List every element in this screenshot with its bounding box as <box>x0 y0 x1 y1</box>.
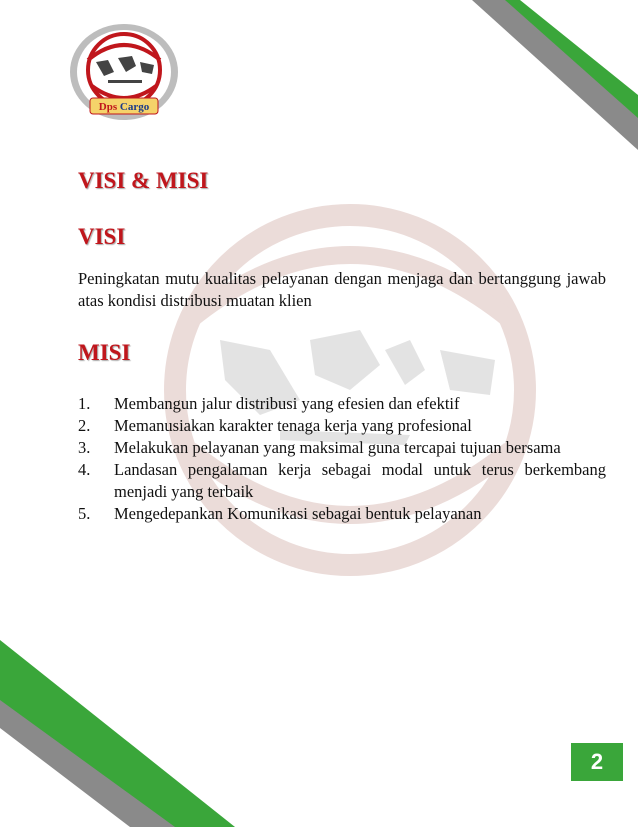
misi-item-number: 5. <box>78 504 91 523</box>
misi-item-text: Landasan pengalaman kerja sebagai modal untuk terus berkembang menjadi yang terbaik <box>114 460 606 501</box>
misi-item-number: 4. <box>78 460 91 479</box>
misi-item <box>78 503 606 525</box>
misi-item-number: 2. <box>78 416 91 435</box>
visi-heading: VISI <box>78 224 126 249</box>
misi-item-text: Membangun jalur distribusi yang efesien dan efektif <box>114 394 460 413</box>
misi-heading: MISI <box>78 340 131 365</box>
misi-item-text: Memanusiakan karakter tenaga kerja yang profesional <box>114 416 472 435</box>
company-logo <box>66 20 182 124</box>
misi-item <box>78 459 606 503</box>
page-title: VISI & MISI <box>78 168 209 193</box>
svg-text:Dps Cargo: Dps Cargo <box>98 101 150 113</box>
visi-text: Peningkatan mutu kualitas pelayanan dengan menjaga dan bertanggung jawab atas kondisi distribusi muatan klien <box>78 269 606 310</box>
misi-item-number: 1. <box>78 394 91 413</box>
misi-item <box>78 437 606 459</box>
misi-item-number: 3. <box>78 438 91 457</box>
misi-item-text: Melakukan pelayanan yang maksimal guna tercapai tujuan bersama <box>114 438 561 457</box>
misi-item <box>78 393 606 415</box>
misi-list <box>78 393 606 525</box>
misi-item <box>78 415 606 437</box>
page-number-badge: 2 <box>571 743 623 781</box>
misi-item-text: Mengedepankan Komunikasi sebagai bentuk pelayanan <box>114 504 482 523</box>
